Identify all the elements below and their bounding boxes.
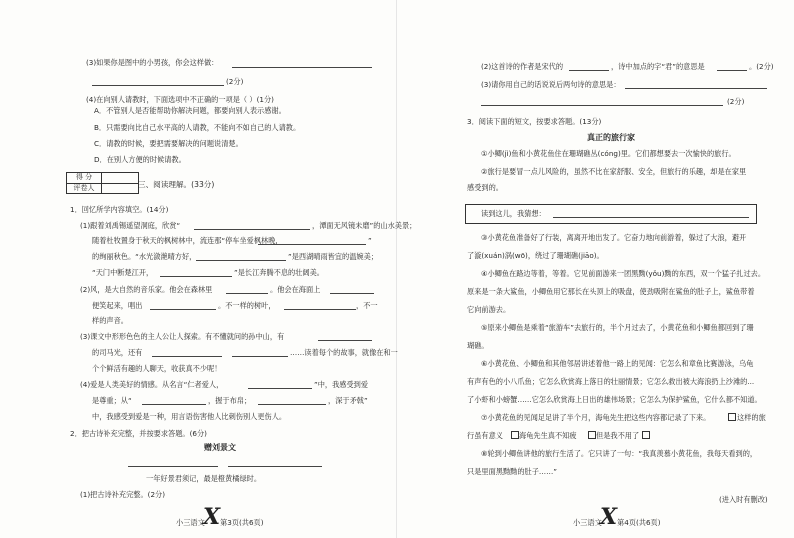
p1-3a: (3)课文中形形色色的主人公让人探索。有不懂就问的孙中山，有 [80,332,285,341]
footer-page: 第4页(共6页) [617,518,661,527]
option-d: D．在别人方便的时候请教。 [94,155,186,164]
blank [196,260,286,261]
footer-title: 小三语文 [176,518,205,527]
q2-mid: ，诗中加点的字“君”的意思是 [611,62,705,71]
right-page [397,0,794,538]
blank [318,340,372,341]
p1-1b: ，潭面无风镜未磨”的山水美景； [312,221,417,230]
p1-2c-c: ，不一 [356,301,378,310]
score-table [66,172,139,194]
p1-3b: 的司马光，还有 [92,348,143,357]
option-c: C．请教的时候，要把需要解决的问题说清楚。 [94,139,243,148]
checkbox-icon[interactable] [588,431,596,439]
checkbox-icon[interactable] [728,413,736,421]
score-label: 得 分 [67,173,102,184]
story-p7b-c: 但是我不用了 [596,431,640,440]
q3-score: (2分) [727,97,745,106]
p1-4a-end: ”中，我感受到爱 [314,380,369,389]
answer-line [92,85,224,86]
blank [232,356,288,357]
p1-1a: (1)跟着刘禹锡遥望洞庭，欣赏“ [80,221,181,230]
poem-blank [128,466,218,467]
story-p8b: 只是里面黑黝黝的肚子……” [467,467,557,476]
p1-3b-end: ……读着每个的故事，就像在和一 [290,348,398,357]
blank [625,88,767,89]
blank [160,276,232,277]
poem-blank [228,466,322,467]
p1-1d: 的绚丽秋色。“水光潋滟晴方好， [92,252,197,261]
blank [569,70,609,71]
checkbox-icon[interactable] [642,431,650,439]
story-p2a: ②旅行是要冒一点儿风险的，虽然不比在家舒服、安全，但旅行的乐趣，却是在家里 [481,167,747,176]
grader-cell [102,183,139,194]
story-p6b: 有声有色的小八爪鱼；它怎么欣赏海上落日的壮丽情景；它怎么救出被大海浪扔上沙滩的... [467,377,755,386]
footer-page: 第3页(共6页) [220,518,264,527]
score-cell [102,173,139,184]
question-2: 2．把古诗补充完整，并按要求答题。(6分) [70,429,207,438]
p1-2d: 样的声音。 [92,316,128,325]
blank [142,404,206,405]
option-a: A．不管别人是否能帮助你解决问题，都要向别人表示感谢。 [94,106,286,115]
story-p2b: 感受到的。 [467,183,503,192]
p1-4a: (4)爱是人类美好的情感。从名言“仁者爱人， [80,380,224,389]
p1-1d-end: ”是西湖晴雨皆宜的温婉美； [288,252,378,261]
p1-1e-end: ”是长江奔腾不息的壮阔美。 [234,268,324,277]
story-p7a-end: 这样的旅 [737,413,766,422]
story-p6a: ⑥小黄花鱼、小鲫鱼和其他邻居讲述着他一路上的见闻：它怎么和章鱼比赛游泳，乌龟 [481,359,754,368]
prediction-prompt: 读到这儿，我猜想： [481,209,546,218]
p1-2a-end: 。他会在海面上 [270,285,321,294]
story-p5a: ⑤原来小鲫鱼是乘着“旅游车”去旅行的，半个月过去了，小黄花鱼和小鲫鱼都回到了珊 [481,323,754,332]
checkbox[interactable] [641,431,651,439]
story-p7b-b: 海龟先生真不知疲 [519,431,577,440]
section-title: 三、阅读理解。(33分) [138,180,215,189]
story-p3a: ③小黄花鱼准备好了行装，离离开地出发了。它奋力地向前游着，躲过了大浪，避开 [481,233,747,242]
blank [152,356,222,357]
grader-label: 评卷人 [67,183,102,194]
blank [481,105,723,106]
source-note: (进入时有删改) [719,495,768,504]
blank [717,70,747,71]
story-p8a: ⑧轮到小鲫鱼讲他的旅行生活了。它只讲了一句：“我真羡慕小黄花鱼，我每天看到的， [481,449,758,458]
p1-1c: 随着杜牧置身于秋天的枫树林中，流连那“停车坐爱枫林晚， [92,236,283,245]
p1-1e: “天门中断楚江开， [92,268,154,277]
p1-4c: 中，我感受到爱是一种，用言语伤害他人比刺伤别人更伤人。 [92,412,287,421]
blank [248,388,312,389]
p1-2c-b: 。不一样的树叶， [218,301,276,310]
q4-text: (4)在向别人请教时，下面选项中不正确的一项是（ ）(1分) [86,95,274,104]
footer-logo-mark: X [600,504,618,530]
story-p4a: ④小鲫鱼在路边等着，等着。它见前面游来一团黑黝(yǒu)黝的东西，双一个猛子扎过去。 [481,269,766,278]
poem-title: 赠刘景文 [204,443,236,452]
p1-1c-end: ” [368,236,372,245]
option-b: B．只需要向比自己水平高的人请教，不能向不如自己的人请教。 [94,123,301,132]
story-p7a: ⑦小黄花鱼的见闻足足讲了半个月，海龟先生把这些内容都记录了下来。 [481,413,711,422]
q3-score: (2分) [226,77,244,86]
p1-4b-end: ，深于矛戟” [328,396,368,405]
footer-title: 小三语文 [573,518,602,527]
story-p4b: 原来是一条大鲨鱼，小鲫鱼用它那长在头顶上的吸盘，使劲吸附在鲨鱼的肚子上，鲨鱼带着 [467,287,755,296]
q3-text: (3)请你用自己的话说说后两句诗的意思是： [481,80,621,89]
blank [226,293,268,294]
question-1: 1．回忆所学内容填空。(14分) [70,205,169,214]
blank [284,309,356,310]
story-p1: ①小鲫(jì)鱼和小黄花鱼住在珊瑚礁丛(cóng)里。它们都想要去一次愉快的旅行。 [481,149,736,158]
blank [150,309,216,310]
story-p7b-a: 行虽有意义 [467,431,503,440]
story-p3b: 了漩(xuán)涡(wō)，绕过了珊瑚礁(jiāo)。 [467,251,604,260]
poem-line: 一年好景君须记，最是橙黄橘绿时。 [146,474,262,483]
checkbox-icon[interactable] [511,431,519,439]
q3-text: (3)如果你是图中的小男孩，你会这样做： [86,58,219,67]
prediction-answer-line[interactable] [553,217,749,218]
p1-4b: 是尊重；从“ [92,396,132,405]
p1-2a: (2)风，是大自然的音乐家。他会在森林里 [80,285,213,294]
p2-1: (1)把古诗补充完整。(2分) [80,490,166,499]
checkbox[interactable] [727,413,737,421]
question-3: 3．阅读下面的短文，按要求答题。(13分) [467,117,602,126]
blank [330,293,374,294]
story-p6c: 了小虾和小螃蟹……它怎么欣赏海上日出的雄伟场景；它怎么为保护鲨鱼，它什么都不知道。 [467,395,762,404]
q2-end: 。(2分) [749,62,774,71]
q2-text: (2)这首诗的作者是宋代的 [481,62,564,71]
story-title: 真正的旅行家 [587,133,635,142]
p1-3c: 个个鲜活有趣的人聊天，收获真不少呢！ [92,364,222,373]
blank [258,244,366,245]
footer-logo-mark: X [203,504,221,530]
p1-2c-a: 便笑起来，唱出 [92,301,143,310]
p1-4b-mid: ，握于布帛； [208,396,252,405]
story-p4c: 它向前游去。 [467,305,511,314]
blank [258,404,326,405]
blank [194,229,310,230]
answer-line [232,67,372,68]
story-p5b: 瑚礁。 [467,341,489,350]
